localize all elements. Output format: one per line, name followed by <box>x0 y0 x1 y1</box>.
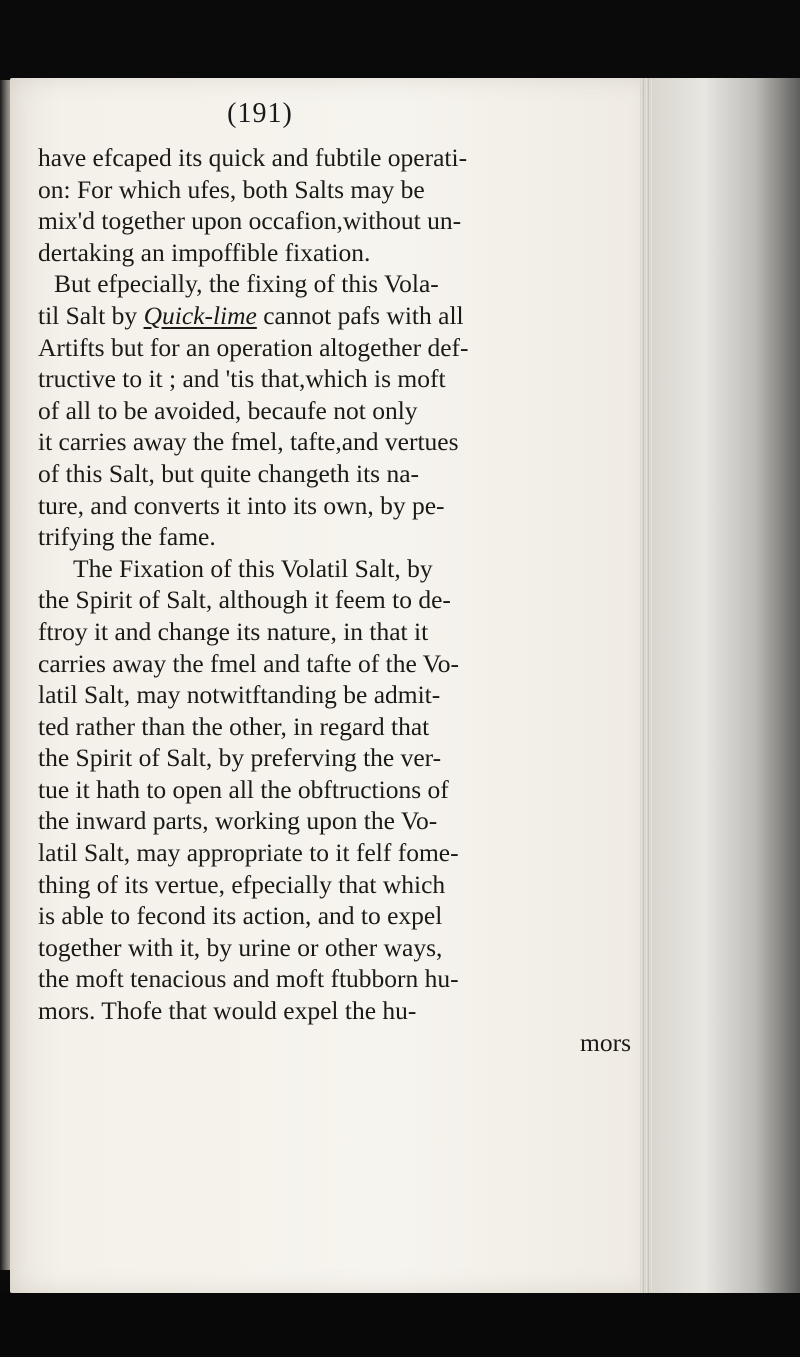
text-line: dertaking an impoffible fixation. <box>38 237 371 267</box>
scan-margin-bottom <box>0 1293 800 1357</box>
text-line: Artifts but for an operation altogether def- <box>38 332 469 362</box>
text-line: the inward parts, working upon the Vo- <box>38 806 438 836</box>
text-line: tue it hath to open all the obftructions of <box>38 774 449 804</box>
text-line: the Spirit of Salt, although it feem to de- <box>38 585 451 615</box>
italic-term: Quick-lime <box>143 300 257 330</box>
text-line: trifying the fame. <box>38 522 216 552</box>
text-line: of all to be avoided, becaufe not only <box>38 395 418 425</box>
text-line: But efpecially, the fixing of this Vola- <box>54 269 439 299</box>
text-segment: til Salt by <box>38 300 144 330</box>
text-line: the moft tenacious and moft ftubborn hu- <box>38 964 459 994</box>
text-line: on: For which ufes, both Salts may be <box>38 174 425 204</box>
body-text <box>38 142 638 1058</box>
text-line: thing of its vertue, efpecially that which <box>38 869 446 899</box>
text-line: carries away the fmel and tafte of the Vo- <box>38 648 460 678</box>
text-line: mors. Thofe that would expel the hu- <box>38 996 417 1026</box>
text-line: latil Salt, may appropriate to it felf fome- <box>38 838 459 868</box>
text-segment: cannot pafs with all <box>256 300 464 330</box>
text-line: latil Salt, may notwitftanding be admit- <box>38 680 441 710</box>
text-line: of this Salt, but quite changeth its na- <box>38 458 420 488</box>
scan-margin-right <box>652 78 800 1293</box>
catchword: mors <box>580 1027 631 1057</box>
text-line: ture, and converts it into its own, by pe- <box>38 490 445 520</box>
text-line: ftroy it and change its nature, in that it <box>38 616 429 646</box>
text-line: together with it, by urine or other ways, <box>38 932 443 962</box>
text-line: mix'd together upon occafion,without un- <box>38 206 462 236</box>
text-line <box>38 300 638 332</box>
text-line: the Spirit of Salt, by preferving the ver- <box>38 743 442 773</box>
text-line: have efcaped its quick and fubtile operati- <box>38 143 468 172</box>
text-line: tructive to it ; and 'tis that,which is moft <box>38 364 446 394</box>
text-line: ted rather than the other, in regard that <box>38 711 430 741</box>
page-number: (191) <box>227 98 293 129</box>
text-line: it carries away the fmel, tafte,and vertues <box>38 427 459 457</box>
text-line: The Fixation of this Volatil Salt, by <box>73 553 433 583</box>
text-line: is able to fecond its action, and to expel <box>38 901 443 931</box>
